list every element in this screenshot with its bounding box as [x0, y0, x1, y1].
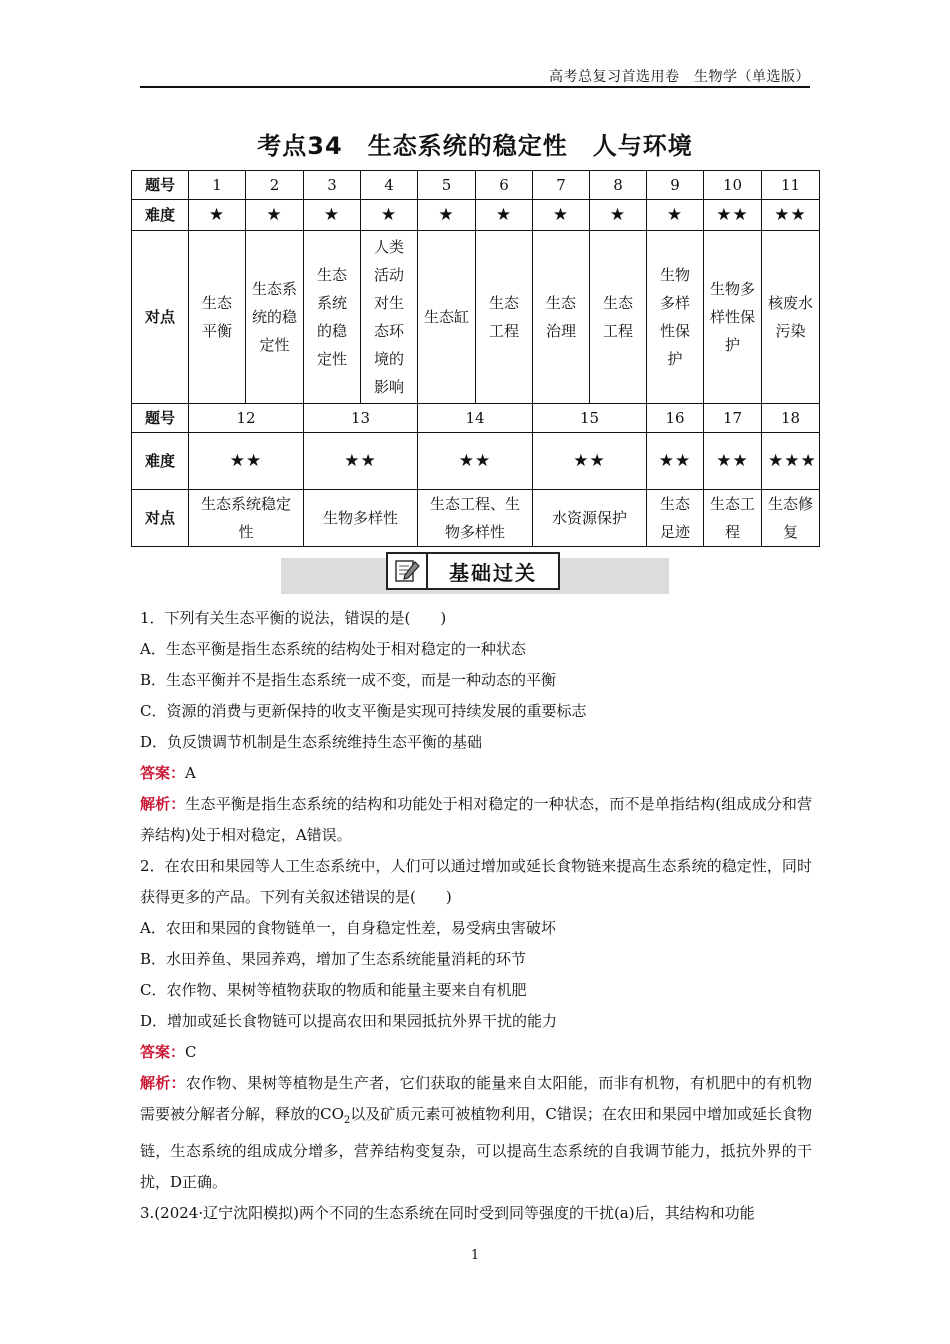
answer-value: C — [185, 1043, 197, 1061]
question-2-option-d: D．增加或延长食物链可以提高农田和果园抵抗外界干扰的能力 — [140, 1012, 558, 1030]
topic-cell — [246, 231, 304, 404]
question-1-analysis — [140, 789, 812, 851]
difficulty-stars: ★ — [304, 200, 361, 231]
difficulty-stars: ★★ — [704, 200, 762, 231]
question-content — [140, 603, 812, 1229]
analysis-label: 解析： — [140, 1074, 186, 1092]
number-cell: 15 — [533, 404, 647, 433]
difficulty-stars: ★ — [533, 200, 590, 231]
number-cell: 11 — [762, 171, 820, 200]
question-2-option-b: B．水田养鱼、果园养鸡，增加了生态系统能量消耗的环节 — [140, 950, 527, 968]
topic-text: 生态平衡 — [201, 294, 232, 340]
difficulty-stars: ★ — [590, 200, 647, 231]
number-cell: 13 — [304, 404, 418, 433]
topic-text: 生态治理 — [545, 294, 576, 340]
row-difficulty-2 — [132, 433, 820, 490]
number-cell: 2 — [246, 171, 304, 200]
topic-cell — [647, 490, 704, 547]
topic-cell — [704, 231, 762, 404]
number-cell: 1 — [189, 171, 246, 200]
number-cell: 6 — [476, 171, 533, 200]
number-cell: 10 — [704, 171, 762, 200]
question-2-option-c: C．农作物、果树等植物获取的物质和能量主要来自有机肥 — [140, 981, 527, 999]
topic-cell — [647, 231, 704, 404]
answer-label: 答案： — [140, 764, 186, 782]
answer-label: 答案： — [140, 1043, 186, 1061]
topic-cell — [418, 490, 533, 547]
topic-cell — [533, 490, 647, 547]
topic-text: 生态工程、生物多样性 — [429, 495, 520, 541]
number-cell: 17 — [704, 404, 762, 433]
row-label-topic: 对点 — [132, 231, 189, 404]
question-2-answer — [140, 1037, 812, 1068]
question-2-option-a: A．农田和果园的食物链单一，自身稳定性差，易受病虫害破坏 — [140, 919, 556, 937]
number-cell: 16 — [647, 404, 704, 433]
row-topic — [132, 231, 820, 404]
topic-cell — [762, 231, 820, 404]
row-topic-2 — [132, 490, 820, 547]
question-1-option-a: A．生态平衡是指生态系统的结构处于相对稳定的一种状态 — [140, 640, 526, 658]
difficulty-stars: ★ — [361, 200, 418, 231]
row-label-number: 题号 — [132, 171, 189, 200]
difficulty-stars: ★ — [418, 200, 476, 231]
question-1-option-d: D．负反馈调节机制是生态系统维持生态平衡的基础 — [140, 733, 483, 751]
topic-cell — [762, 490, 820, 547]
number-cell: 9 — [647, 171, 704, 200]
section-banner — [386, 552, 560, 590]
question-1-answer — [140, 758, 812, 789]
topic-text: 人类活动对生态环境的影响 — [373, 238, 404, 396]
topic-cell — [590, 231, 647, 404]
topic-text: 生态系统的稳定性 — [252, 280, 298, 354]
page-title: 考点34 生态系统的稳定性 人与环境 — [257, 132, 693, 160]
row-question-number — [132, 171, 820, 200]
question-1-option-c: C．资源的消费与更新保持的收支平衡是实现可持续发展的重要标志 — [140, 702, 587, 720]
topic-text: 生态工程 — [710, 495, 756, 541]
topic-cell — [704, 490, 762, 547]
topic-text: 生态修复 — [768, 495, 814, 541]
difficulty-stars: ★★ — [418, 433, 533, 490]
difficulty-stars: ★★ — [304, 433, 418, 490]
topic-text: 生态系统稳定性 — [200, 495, 291, 541]
difficulty-stars: ★★★ — [768, 451, 817, 471]
analysis-text: 农作物、果树等植物是生产者，它们获取的能量来自太阳能，而非有机物，有机肥中的有机物需要被分解者分解，释放的CO — [140, 1074, 812, 1123]
number-cell: 4 — [361, 171, 418, 200]
row-label-number: 题号 — [132, 404, 189, 433]
running-header: 高考总复习首选用卷 生物学（单选版） — [549, 69, 810, 85]
topic-cell — [476, 231, 533, 404]
number-cell: 3 — [304, 171, 361, 200]
difficulty-stars-cell — [762, 433, 820, 490]
question-2-stem: 2．在农田和果园等人工生态系统中，人们可以通过增加或延长食物链来提高生态系统的稳定性，同时获得更多的产品。下列有关叙述错误的是( ) — [140, 857, 812, 906]
topic-text: 生态足迹 — [659, 495, 690, 541]
difficulty-table — [131, 170, 820, 547]
question-2-analysis — [140, 1068, 812, 1198]
number-cell: 7 — [533, 171, 590, 200]
topic-cell — [189, 490, 304, 547]
topic-cell — [533, 231, 590, 404]
page-number: 1 — [470, 1248, 480, 1263]
difficulty-stars: ★★ — [704, 433, 762, 490]
topic-text: 生态缸 — [424, 308, 470, 326]
difficulty-stars: ★ — [246, 200, 304, 231]
row-label-difficulty: 难度 — [132, 200, 189, 231]
analysis-subscript: 2 — [343, 1115, 351, 1126]
topic-text: 核废水污染 — [768, 294, 814, 340]
number-cell: 8 — [590, 171, 647, 200]
analysis-label: 解析： — [140, 795, 186, 813]
analysis-text: 生态平衡是指生态系统的结构和功能处于相对稳定的一种状态，而不是单指结构(组成成分和营养结构)处于相对稳定，A错误。 — [140, 795, 812, 844]
answer-value: A — [185, 764, 196, 782]
topic-text: 生物多样性保护 — [659, 266, 690, 368]
topic-text: 生态工程 — [602, 294, 633, 340]
difficulty-stars: ★★ — [762, 200, 820, 231]
number-cell: 14 — [418, 404, 533, 433]
analysis-text: 以及矿质元素可被植物利用，C错误；在农田和果园中增加或延长食物链，生态系统的组成成分增多，营养结构变复杂，可以提高生态系统的自我调节能力，抵抗外界的干扰，D正确。 — [140, 1105, 813, 1191]
topic-cell — [418, 231, 476, 404]
difficulty-stars: ★★ — [647, 433, 704, 490]
question-1-stem: 1．下列有关生态平衡的说法，错误的是( ) — [140, 609, 447, 627]
topic-cell — [304, 231, 361, 404]
number-cell: 5 — [418, 171, 476, 200]
question-1-option-b: B．生态平衡并不是指生态系统一成不变，而是一种动态的平衡 — [140, 671, 557, 689]
section-title: 基础过关 — [449, 560, 537, 585]
header-rule — [140, 86, 810, 88]
row-label-difficulty: 难度 — [132, 433, 189, 490]
topic-text: 水资源保护 — [551, 509, 627, 527]
difficulty-stars: ★ — [647, 200, 704, 231]
number-cell: 12 — [189, 404, 304, 433]
difficulty-stars: ★★ — [189, 433, 304, 490]
row-label-topic: 对点 — [132, 490, 189, 547]
difficulty-stars: ★ — [476, 200, 533, 231]
row-difficulty — [132, 200, 820, 231]
topic-cell — [189, 231, 246, 404]
pencil-icon — [388, 554, 428, 588]
question-3-stem: 3.(2024·辽宁沈阳模拟)两个不同的生态系统在同时受到同等强度的干扰(a)后，其结构和功能 — [140, 1204, 755, 1222]
topic-text: 生态工程 — [488, 294, 519, 340]
difficulty-stars: ★ — [189, 200, 246, 231]
topic-cell — [304, 490, 418, 547]
topic-text: 生态系统的稳定性 — [316, 266, 347, 368]
difficulty-stars: ★★ — [533, 433, 647, 490]
number-cell: 18 — [762, 404, 820, 433]
row-question-number-2 — [132, 404, 820, 433]
topic-cell — [361, 231, 418, 404]
topic-text: 生物多样性 — [322, 509, 398, 527]
topic-text: 生物多样性保护 — [710, 280, 756, 354]
